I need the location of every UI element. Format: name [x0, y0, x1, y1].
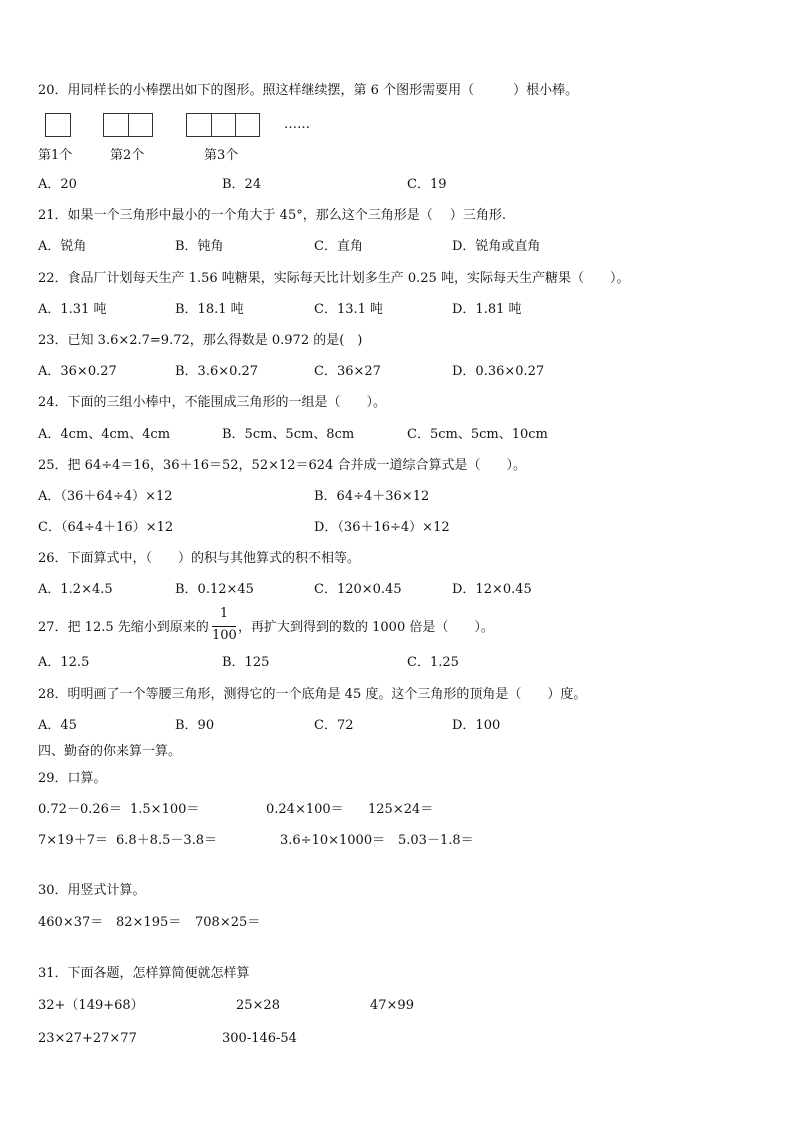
q25-option-c: C．（64÷4＋16）×12: [38, 520, 174, 535]
q27-option-b: B．125: [222, 655, 270, 670]
q29-item-1: 0.72－0.26＝: [38, 802, 122, 817]
q26-option-a: A．1.2×4.5: [38, 582, 113, 597]
q28-option-a: A．45: [38, 718, 77, 733]
q21-option-d: D．锐角或直角: [452, 239, 541, 254]
fraction-numerator: 1: [219, 606, 229, 621]
question-20: 20．用同样长的小棒摆出如下的图形。照这样继续摆，第 6 个图形需要用（ ）根小棒。: [38, 83, 579, 98]
question-23: 23．已知 3.6×2.7=9.72，那么得数是 0.972 的是( ): [38, 333, 363, 348]
q31-item-2: 25×28: [236, 998, 280, 1013]
fraction-denominator: 100: [212, 628, 237, 643]
question-27-before: 27．把 12.5 先缩小到原来的: [38, 620, 209, 635]
question-31-title: 31．下面各题，怎样算简便就怎样算: [38, 966, 250, 981]
question-25: 25．把 64÷4＝16，36＋16＝52，52×12＝624 合并成一道综合算式是（ ）。: [38, 458, 526, 473]
fraction-bar: [212, 626, 236, 627]
q25-option-b: B．64÷4＋36×12: [314, 489, 430, 504]
question-22: 22．食品厂计划每天生产 1.56 吨糖果，实际每天比计划多生产 0.25 吨，实际每天生产糖果（ ）。: [38, 271, 630, 286]
q29-item-6: 6.8＋8.5－3.8＝: [116, 833, 218, 848]
q23-option-d: D．0.36×0.27: [452, 364, 545, 379]
q24-option-a: A．4cm、4cm、4cm: [38, 427, 171, 442]
q23-option-c: C．36×27: [314, 364, 381, 379]
q29-item-8: 5.03－1.8＝: [398, 833, 474, 848]
q31-item-4: 23×27+27×77: [38, 1031, 137, 1046]
figure-label-3: 第3个: [204, 148, 239, 163]
q26-option-d: D．12×0.45: [452, 582, 532, 597]
q20-option-a: A．20: [38, 177, 77, 192]
q31-item-5: 300-146-54: [222, 1031, 297, 1046]
section-heading: 四、勤奋的你来算一算。: [38, 744, 182, 759]
q25-option-d: D．（36＋16÷4）×12: [314, 520, 450, 535]
q27-option-c: C．1.25: [407, 655, 459, 670]
q31-item-1: 32+（149+68）: [38, 998, 144, 1013]
q23-option-a: A．36×0.27: [38, 364, 117, 379]
q25-option-a: A．（36＋64÷4）×12: [38, 489, 173, 504]
q30-item-1: 460×37＝: [38, 915, 104, 930]
q22-option-c: C．13.1 吨: [314, 302, 384, 317]
q28-option-d: D．100: [452, 718, 501, 733]
question-26: 26．下面算式中，（ ）的积与其他算式的积不相等。: [38, 551, 361, 566]
question-30-title: 30．用竖式计算。: [38, 883, 146, 898]
q28-option-c: C．72: [314, 718, 354, 733]
question-29-title: 29．口算。: [38, 771, 107, 786]
q29-item-3: 0.24×100＝: [266, 802, 344, 817]
q31-item-3: 47×99: [370, 998, 414, 1013]
question-27-after: ，再扩大到得到的数的 1000 倍是（ ）。: [238, 620, 494, 635]
q30-item-2: 82×195＝: [116, 915, 182, 930]
q26-option-c: C．120×0.45: [314, 582, 402, 597]
q28-option-b: B．90: [175, 718, 215, 733]
q20-option-b: B．24: [222, 177, 262, 192]
q24-option-c: C．5cm、5cm、10cm: [407, 427, 548, 442]
figure-label-2: 第2个: [110, 148, 145, 163]
q26-option-b: B．0.12×45: [175, 582, 254, 597]
question-21: 21．如果一个三角形中最小的一个角大于 45°，那么这个三角形是（ ）三角形.: [38, 208, 506, 223]
question-24: 24．下面的三组小棒中，不能围成三角形的一组是（ ）。: [38, 395, 387, 410]
q29-item-4: 125×24＝: [368, 802, 434, 817]
q30-item-3: 708×25＝: [195, 915, 261, 930]
q22-option-a: A．1.31 吨: [38, 302, 107, 317]
q21-option-c: C．直角: [314, 239, 363, 254]
figure-label-1: 第1个: [38, 148, 73, 163]
q20-option-c: C．19: [407, 177, 447, 192]
stick-figure-1: [45, 113, 71, 137]
q22-option-b: B．18.1 吨: [175, 302, 244, 317]
q29-item-2: 1.5×100＝: [130, 802, 200, 817]
q21-option-b: B．钝角: [175, 239, 224, 254]
q21-option-a: A．锐角: [38, 239, 87, 254]
q27-option-a: A．12.5: [38, 655, 90, 670]
q29-item-5: 7×19＋7＝: [38, 833, 108, 848]
q24-option-b: B．5cm、5cm、8cm: [222, 427, 355, 442]
q29-item-7: 3.6÷10×1000＝: [280, 833, 386, 848]
stick-figure-2: [103, 113, 153, 137]
question-28: 28．明明画了一个等腰三角形，测得它的一个底角是 45 度。这个三角形的顶角是（ ）度。: [38, 687, 587, 702]
q22-option-d: D．1.81 吨: [452, 302, 522, 317]
q23-option-b: B．3.6×0.27: [175, 364, 259, 379]
stick-figure-3: [186, 113, 260, 137]
ellipsis: ……: [284, 117, 310, 132]
